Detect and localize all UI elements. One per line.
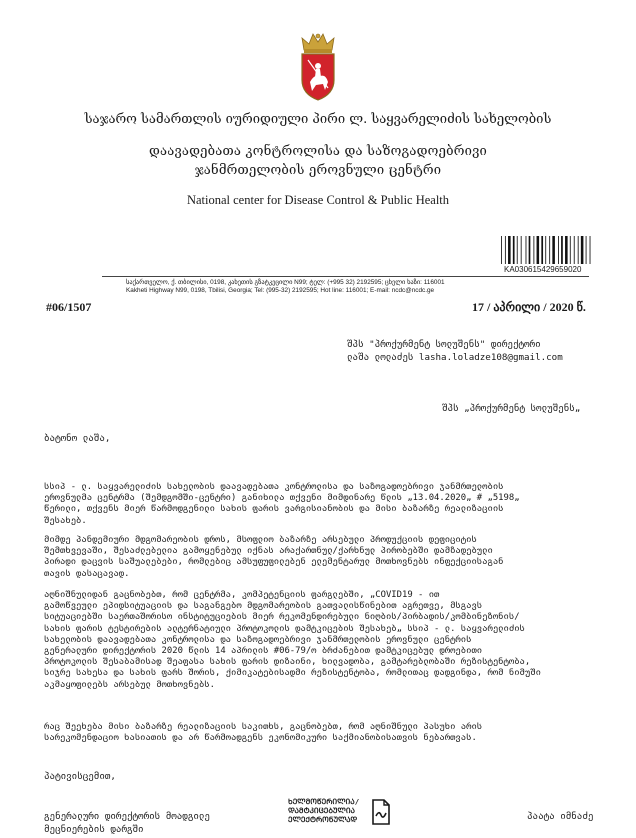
document-date: 17 / აპრილი / 2020 წ. — [472, 300, 586, 314]
paragraph-line: პროტოკოლის შესაბამისად შეაფასა სახის ფარის დიზაინი, ხილვადობა, გამტარებლობაში რეზისტენტობა, — [44, 657, 531, 668]
barcode-bar — [501, 236, 502, 264]
salutation: ბატონო ლაშა, — [44, 433, 111, 444]
barcode-bar — [541, 236, 543, 264]
center-title-line2: ჯანმრთელობის ეროვნული ცენტრი — [194, 163, 442, 178]
document-signature-icon — [371, 799, 391, 825]
body-paragraph-3 — [44, 590, 596, 691]
barcode-bar — [549, 236, 550, 264]
paragraph-line: სარეკომენდაციო ხასიათის და არ წარმოადგენს ეკონომიკური საქმიანობისათვის ნებართვას. — [44, 733, 477, 744]
signatory-name: პაატა იმნაძე — [527, 811, 594, 822]
stamp-line2: ᲓᲐᲛᲢᲙᲘᲪᲔᲑᲣᲚᲘᲐ — [288, 806, 356, 815]
recipient-line1: შპს "პროქურმენტ სოლუშენს" დირექტორი — [347, 339, 541, 350]
barcode-bar — [581, 236, 584, 264]
recipient-line3: შპს „პროქურმენტ სოლუშენს„ — [442, 403, 581, 414]
address-line-en: Kakheti Highway N99, 0198, Tbilisi, Georgia; Tel: (995-32) 2192595; Hot line: 116001; E-mail: ncdc@ncdc.ge — [126, 287, 435, 294]
signatory-title-line2: მეცნიერების დარგში — [44, 824, 144, 835]
barcode-bar — [558, 236, 559, 264]
paragraph-line: სიტუაციებში საერთაშორისო ინსტიტუციების მიერ რეკომენდირებული ნიღბის/პირბადის/კომბინეზონის/ — [44, 612, 520, 623]
barcode-bar — [508, 236, 511, 264]
barcode-bar — [565, 236, 568, 264]
paragraph-line: ეროვნულმა ცენტრმა (შემდგომში-ცენტრი) განიხილა თქვენი მიმდინარე წლის „13.04.2020„ # „5198„ — [44, 493, 520, 504]
center-title-english: National center for Disease Control & Public Health — [186, 193, 450, 207]
org-line: საჯარო სამართლის იურიდიული პირი ლ. საყვარელიძის სახელობის — [84, 112, 552, 127]
center-title-line1: დაავადებათა კონტროლისა და საზოგადოებრივი — [148, 144, 488, 159]
paragraph-line: მიმდე პანდემიური მდგომარეობის დროს, მსოფლიო ბაზარზე არსებული პროდუქციის დეფიციტის — [44, 535, 477, 545]
document-number: #06/1507 — [46, 300, 92, 314]
body-paragraph-4 — [44, 722, 596, 744]
paragraph-line: სახელობის დაავადებათა კონტროლისა და საზოგადოებრივი ჯანმრთელობის ეროვნული ცენტრის — [44, 634, 472, 645]
barcode-bar — [552, 236, 555, 264]
paragraph-line: პირადი დაცვის საშუალებები, რომლებიც ამსუფუფილებენ ელემენტარულ მოთხოვნებს ინფექციისაგან — [44, 557, 504, 568]
paragraph-line: გენერალური დირექტორის 2020 წლის 14 აპრილის #06-79/ო ბრძანებით დამტკიცებულ დროებითი — [44, 646, 483, 657]
stamp-line1: ᲮᲔᲚᲛᲝᲬᲔᲠᲘᲚᲘᲐ/ — [288, 797, 360, 806]
barcode-bar — [513, 236, 515, 264]
paragraph-line: თავის დასაცავად. — [44, 568, 130, 579]
recipient-line2: ლაშა ლოლაძეს lasha.loladze108@gmail.com — [347, 352, 563, 363]
barcode-bar — [533, 236, 534, 264]
barcode-icon — [501, 236, 591, 264]
barcode-bar — [517, 236, 518, 264]
stamp-line3: ᲔᲚᲔᲥᲢᲠᲝᲜᲣᲚᲐᲓ — [288, 815, 358, 824]
barcode-number: KA030615429659020 — [504, 265, 582, 274]
barcode-bar — [570, 236, 571, 264]
barcode-bar — [505, 236, 506, 264]
barcode-bar — [590, 236, 591, 264]
barcode-bar — [574, 236, 575, 264]
paragraph-line: აკმაყოფილებს არსებულ მოთხოვნებს. — [44, 679, 215, 690]
barcode-bar — [578, 236, 579, 264]
barcode-bar — [521, 236, 522, 264]
paragraph-line: შემთხვევაში, შესაძლებელია გამოყენებულ იქნას არაქართნულ/ქარხნულ პირობებში დამზადებული — [44, 546, 493, 557]
barcode-bar — [537, 236, 540, 264]
body-paragraph-1 — [44, 482, 596, 527]
address-line-ka: საქართველო, ქ. თბილისი, 0198, კახეთის გზატკეცილი N99; ტელ: (+995 32) 2192595; ცხელი ხაზი: 116001 — [126, 279, 445, 286]
barcode-bar — [526, 236, 527, 264]
paragraph-line: სახის ფარის ტესტირების ალტერნატიული პროტოკოლის დამტკიცების შესახებ„ სსიპ - ლ. საყვარელიძის — [44, 623, 525, 634]
paragraph-line: რაც შეეხება მისი ბაზარზე რეალიზაციის საკითხს, გაცნობებთ, რომ აღნიშნული პასუხი არის — [44, 722, 483, 732]
paragraph-line: სსიპ - ლ. საყვარელიძის სახელობის დაავადებათა კონტროლისა და საზოგადოებრივი ჯანმრთელობის — [44, 482, 504, 492]
body-paragraph-2 — [44, 535, 596, 580]
closing: პატივისცემით, — [44, 771, 116, 782]
paragraph-line: შესახებ. — [44, 515, 87, 526]
coat-of-arms-icon — [296, 30, 340, 102]
barcode-bar — [561, 236, 563, 264]
barcode-bar — [529, 236, 531, 264]
paragraph-line: სიჯრე სახესა და სახის ფარს შორის, ქიმიკატებისადმი რეზისტენტობა, რომლითაც დადგინდა, რომ ნიმუში — [44, 668, 541, 679]
paragraph-line: აღნიშნულიდან გაცნობებთ, რომ ცენტრმა, კომპეტენციის ფარგლებში, „COVID19 - ით — [44, 590, 440, 600]
paragraph-line: გამოწვეული ეპიდსიტუაციის და საგანგებო მდგომარეობის გათვალისწინებით აგრეთვე, მსგავს — [44, 601, 483, 612]
paragraph-line: წერილი, თქვენს მიერ წარმოდგენილი სახის ფარის ვარგისიანობის და მისი ბაზარზე რეალიზაციის — [44, 504, 504, 515]
barcode-bar — [586, 236, 587, 264]
barcode-bar — [545, 236, 546, 264]
signatory-title-line1: გენერალური დირექტორის მოადგილე — [44, 811, 210, 822]
header-divider — [102, 276, 589, 277]
